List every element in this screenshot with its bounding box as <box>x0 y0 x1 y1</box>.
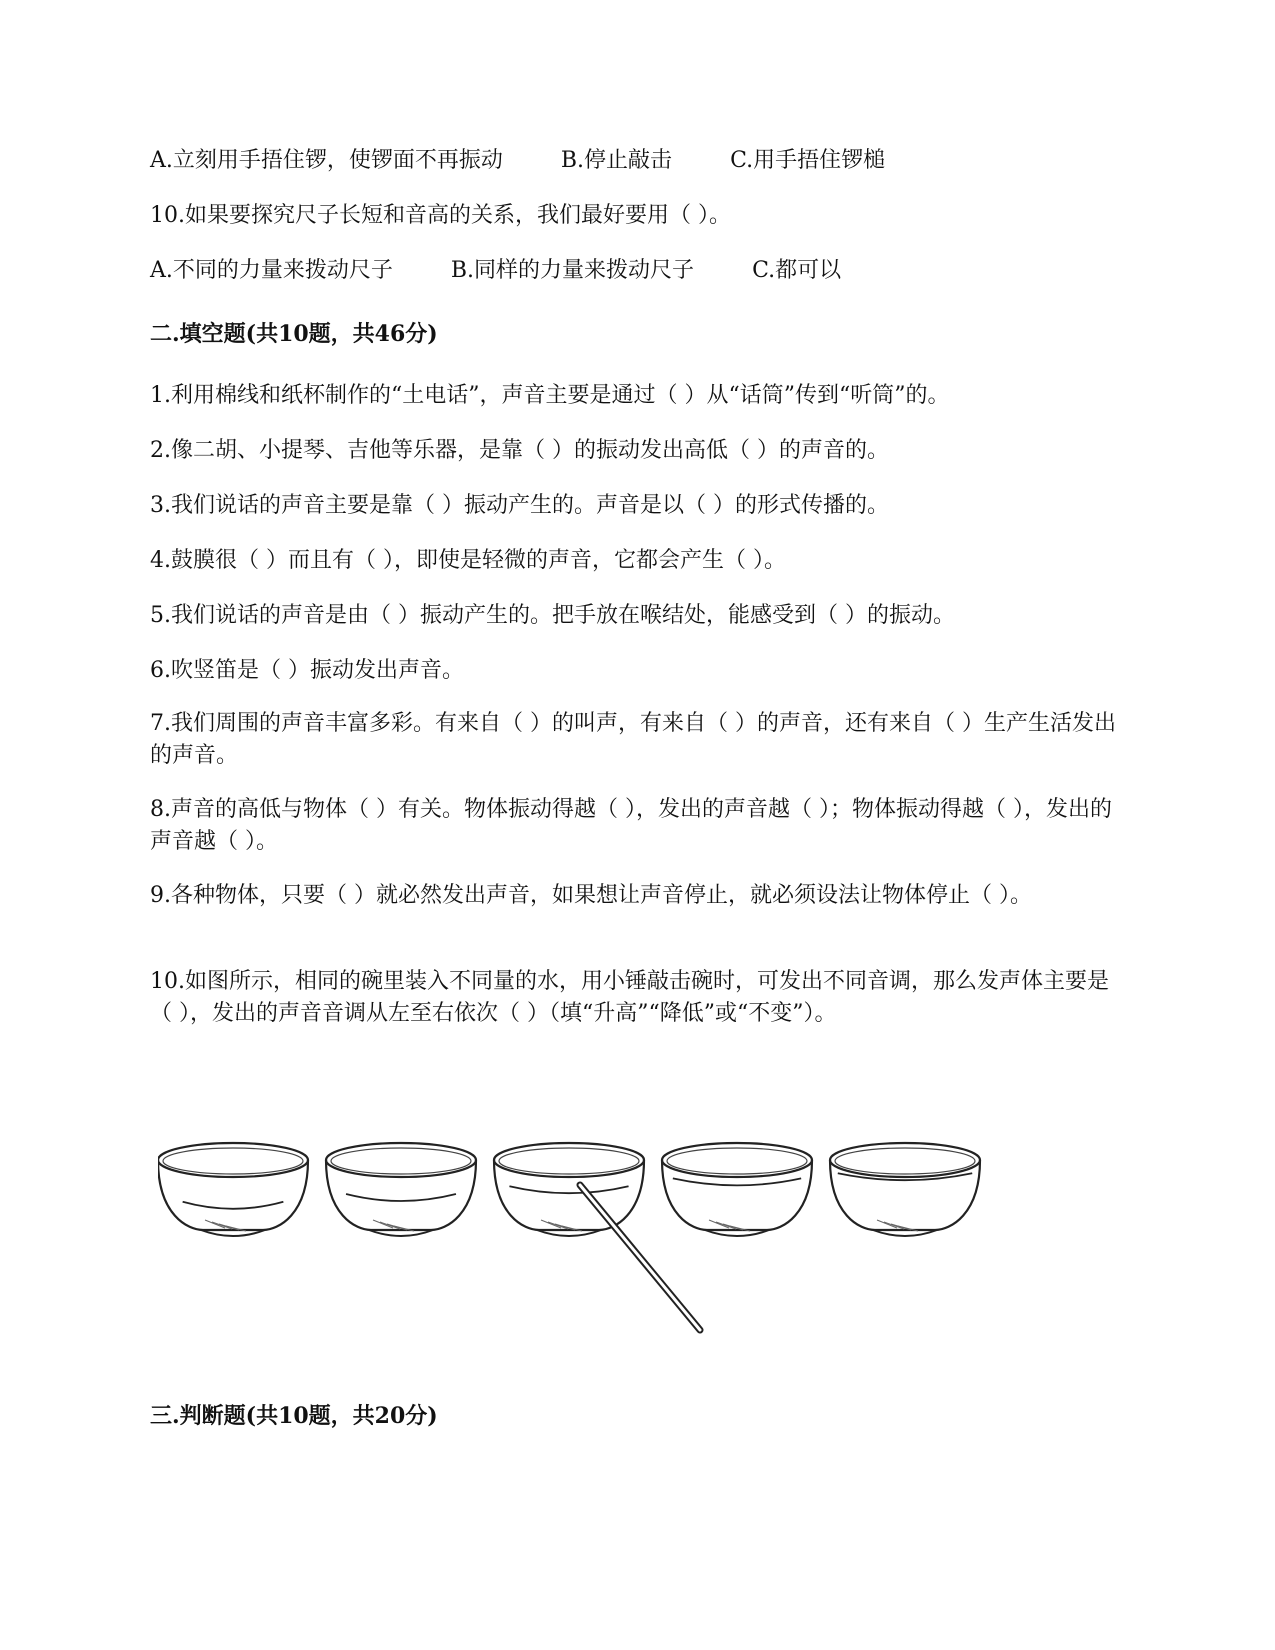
q10-option-a: A.不同的力量来拨动尺子 <box>150 258 393 283</box>
section-2-title: 二.填空题(共10题，共46分) <box>150 321 438 347</box>
fill-item-4: 4.鼓膜很（ ）而且有（ ），即使是轻微的声音，它都会产生（ ）。 <box>150 548 786 573</box>
fill-item-3: 3.我们说话的声音主要是靠（ ）振动产生的。声音是以（ ）的形式传播的。 <box>150 493 889 518</box>
fill-item-10: 10.如图所示，相同的碗里装入不同量的水，用小锤敲击碗时，可发出不同音调，那么发声体主要是（ ），发出的声音音调从左至右依次（ ）（填“升高”“降低”或“不变”）。 <box>150 969 1109 1026</box>
fill-item-6: 6.吹竖笛是（ ）振动发出声音。 <box>150 658 464 683</box>
section-3-title: 三.判断题(共10题，共20分) <box>150 1403 438 1429</box>
q9-option-c: C.用手捂住锣槌 <box>730 148 886 173</box>
q10-stem: 10.如果要探究尺子长短和音高的关系，我们最好要用（ ）。 <box>150 203 731 228</box>
fill-item-1: 1.利用棉线和纸杯制作的“土电话”，声音主要是通过（ ）从“话筒”传到“听筒”的。 <box>150 383 950 408</box>
bowl <box>494 1143 644 1236</box>
q10-option-c: C.都可以 <box>752 258 842 283</box>
bowl <box>326 1143 476 1236</box>
fill-item-7: 7.我们周围的声音丰富多彩。有来自（ ）的叫声，有来自（ ）的声音，还有来自（ ）生产生活发出的声音。 <box>150 711 1116 768</box>
fill-item-5: 5.我们说话的声音是由（ ）振动产生的。把手放在喉结处，能感受到（ ）的振动。 <box>150 603 955 628</box>
q10-options <box>150 255 841 287</box>
q10-option-b: B.同样的力量来拨动尺子 <box>450 258 695 283</box>
q9-option-a: A.立刻用手捂住锣，使锣面不再振动 <box>150 148 503 173</box>
bowl <box>662 1143 812 1236</box>
fill-item-9: 9.各种物体，只要（ ）就必然发出声音，如果想让声音停止，就必须设法让物体停止（ ）。 <box>150 883 1032 908</box>
fill-item-2: 2.像二胡、小提琴、吉他等乐器，是靠（ ）的振动发出高低（ ）的声音的。 <box>150 438 889 463</box>
bowl <box>830 1143 980 1236</box>
q9-option-b: B.停止敲击 <box>560 148 673 173</box>
q9-options <box>150 145 885 177</box>
fill-item-8: 8.声音的高低与物体（ ）有关。物体振动得越（ ），发出的声音越（ ）；物体振动得越（ ），发出的声音越（ ）。 <box>150 797 1112 854</box>
bowl <box>158 1143 308 1236</box>
bowls-figure <box>158 1130 1008 1345</box>
